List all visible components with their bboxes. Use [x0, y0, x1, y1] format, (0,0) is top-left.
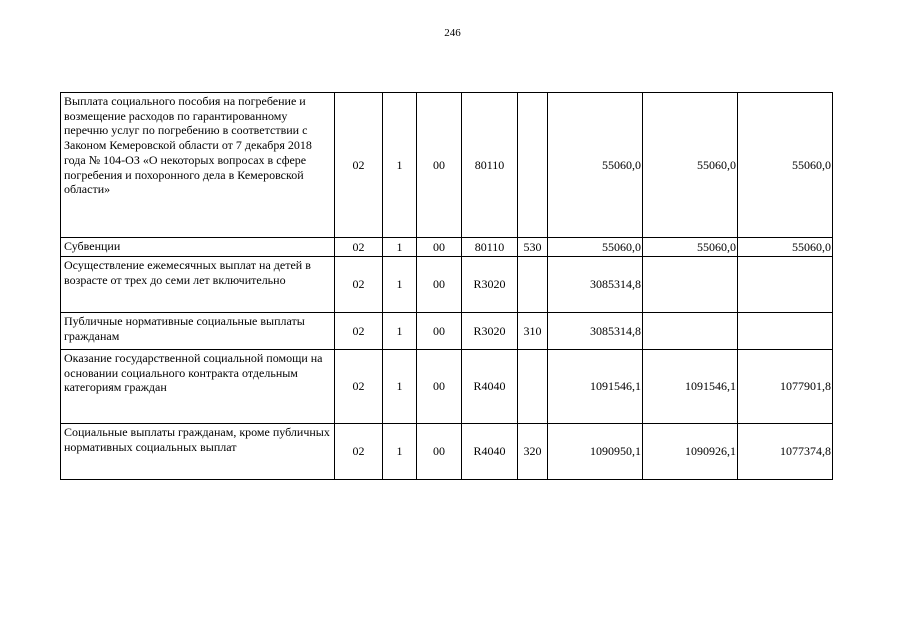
target-article-code: 80110: [462, 238, 518, 257]
table-row: [61, 238, 833, 257]
amount-year-2: 55060,0: [643, 93, 738, 238]
subsection-code: 1: [383, 424, 417, 480]
amount-year-3: 1077374,8: [738, 424, 833, 480]
page-number: 246: [444, 27, 461, 39]
amount-year-2: [643, 313, 738, 350]
amount-year-3: 1077901,8: [738, 350, 833, 424]
row-name: Социальные выплаты гражданам, кроме публичных нормативных социальных выплат: [61, 424, 335, 480]
row-name: Оказание государственной социальной помощи на основании социального контракта отдельным категориям граждан: [61, 350, 335, 424]
amount-year-1: 3085314,8: [548, 257, 643, 313]
amount-year-2: [643, 257, 738, 313]
subsection-code: 1: [383, 257, 417, 313]
expense-type-code: 310: [518, 313, 548, 350]
section-code: 02: [335, 238, 383, 257]
section-code: 02: [335, 350, 383, 424]
amount-year-3: 55060,0: [738, 238, 833, 257]
section-code: 02: [335, 313, 383, 350]
row-name: Осуществление ежемесячных выплат на детей в возрасте от трех до семи лет включительно: [61, 257, 335, 313]
section-code: 02: [335, 93, 383, 238]
table-row: [61, 424, 833, 480]
amount-year-1: 1091546,1: [548, 350, 643, 424]
amount-year-2: 1091546,1: [643, 350, 738, 424]
amount-year-1: 55060,0: [548, 93, 643, 238]
table-row: [61, 257, 833, 313]
target-article-code: R3020: [462, 257, 518, 313]
amount-year-1: 3085314,8: [548, 313, 643, 350]
subsection-code: 1: [383, 238, 417, 257]
program-code: 00: [417, 350, 462, 424]
program-code: 00: [417, 313, 462, 350]
program-code: 00: [417, 238, 462, 257]
budget-table: [60, 92, 833, 480]
table-row: [61, 350, 833, 424]
subsection-code: 1: [383, 313, 417, 350]
amount-year-3: [738, 257, 833, 313]
amount-year-2: 55060,0: [643, 238, 738, 257]
program-code: 00: [417, 424, 462, 480]
amount-year-2: 1090926,1: [643, 424, 738, 480]
program-code: 00: [417, 257, 462, 313]
subsection-code: 1: [383, 93, 417, 238]
expense-type-code: 320: [518, 424, 548, 480]
row-name: Субвенции: [61, 238, 335, 257]
target-article-code: R4040: [462, 424, 518, 480]
target-article-code: R4040: [462, 350, 518, 424]
program-code: 00: [417, 93, 462, 238]
amount-year-1: 55060,0: [548, 238, 643, 257]
table-row: [61, 313, 833, 350]
row-name: Публичные нормативные социальные выплаты гражданам: [61, 313, 335, 350]
table-row: [61, 93, 833, 238]
subsection-code: 1: [383, 350, 417, 424]
expense-type-code: [518, 257, 548, 313]
row-name: Выплата социального пособия на погребение и возмещение расходов по гарантированному перечню услуг по погребению в соответствии с Законом Кемеровской области от 7 декабря 2018 года № 104-ОЗ «О некоторых вопросах в сфере погребения и похоронного дела в Кемеровской области»: [61, 93, 335, 238]
target-article-code: 80110: [462, 93, 518, 238]
amount-year-3: 55060,0: [738, 93, 833, 238]
expense-type-code: [518, 93, 548, 238]
expense-type-code: [518, 350, 548, 424]
amount-year-3: [738, 313, 833, 350]
amount-year-1: 1090950,1: [548, 424, 643, 480]
expense-type-code: 530: [518, 238, 548, 257]
section-code: 02: [335, 424, 383, 480]
section-code: 02: [335, 257, 383, 313]
target-article-code: R3020: [462, 313, 518, 350]
